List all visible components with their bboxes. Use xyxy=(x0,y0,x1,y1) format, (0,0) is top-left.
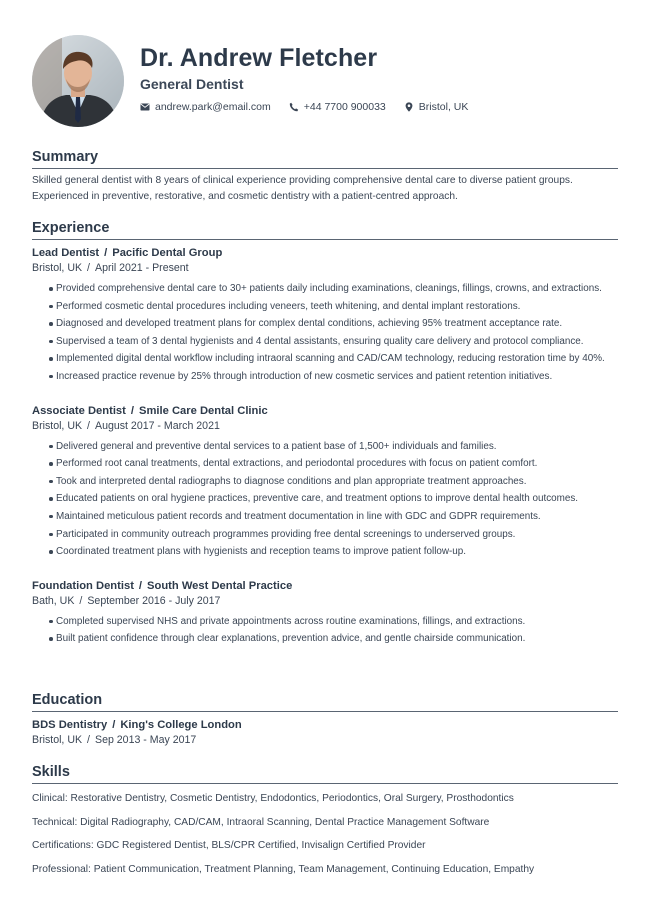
education-meta xyxy=(32,733,618,748)
person-portrait-icon xyxy=(32,35,124,127)
job-bullets xyxy=(32,438,618,561)
location-text: Bristol, UK xyxy=(418,101,469,113)
avatar xyxy=(32,35,124,127)
school: King's College London xyxy=(120,719,242,731)
location-pin-icon xyxy=(404,102,414,112)
job-location: Bath, UK xyxy=(32,594,75,607)
separator: / xyxy=(87,734,90,746)
list-item: Supervised a team of 3 dental hygienists and 4 dental assistants, ensuring quality care delivery and protocol compliance. xyxy=(56,333,618,351)
job-dates: September 2016 - July 2017 xyxy=(87,594,221,607)
list-item: Diagnosed and developed treatment plans for complex dental conditions, achieving 95% treatment acceptance rate. xyxy=(56,315,618,333)
education-heading-line xyxy=(32,718,618,733)
phone-text: +44 7700 900033 xyxy=(303,101,386,113)
job-title: General Dentist xyxy=(140,76,244,92)
degree: BDS Dentistry xyxy=(32,719,108,731)
job-meta xyxy=(32,419,618,434)
job-dates: April 2021 - Present xyxy=(95,262,189,274)
email-text: andrew.park@email.com xyxy=(155,101,271,113)
separator: / xyxy=(87,419,90,432)
job-entry xyxy=(32,404,618,561)
summary-heading: Summary xyxy=(32,148,618,169)
skill-line: Professional: Patient Communication, Treatment Planning, Team Management, Continuing Education, Empathy xyxy=(32,863,535,875)
list-item: Maintained meticulous patient records and treatment documentation in line with GDC and GDPR requirements. xyxy=(56,508,618,526)
job-company: South West Dental Practice xyxy=(147,579,293,592)
list-item: Implemented digital dental workflow including intraoral scanning and CAD/CAM technology, reducing restoration time by 40%. xyxy=(56,350,618,368)
job-entry xyxy=(32,579,618,648)
contact-row xyxy=(140,101,486,113)
job-company: Smile Care Dental Clinic xyxy=(139,404,268,417)
job-dates: August 2017 - March 2021 xyxy=(95,419,220,432)
summary-text: Skilled general dentist with 8 years of clinical experience providing comprehensive dental care to diverse patient groups. Experienced in preventive, restorative, and cosmetic dentistry with a patient-centred approach. xyxy=(32,175,573,202)
job-role: Lead Dentist xyxy=(32,247,100,259)
job-role: Foundation Dentist xyxy=(32,579,134,592)
contact-phone[interactable] xyxy=(289,101,386,113)
separator: / xyxy=(79,594,83,607)
list-item: Educated patients on oral hygiene practices, preventive care, and treatment options to improve dental health outcomes. xyxy=(56,490,618,508)
skills-section xyxy=(32,763,618,881)
job-meta xyxy=(32,594,618,609)
summary-section xyxy=(32,148,618,205)
list-item: Participated in community outreach programmes providing free dental screenings to underserved groups. xyxy=(56,526,618,544)
education-entry xyxy=(32,718,618,748)
full-name: Dr. Andrew Fletcher xyxy=(140,44,378,72)
contact-location xyxy=(404,101,469,113)
skills-list xyxy=(32,787,618,881)
list-item: Performed cosmetic dental procedures including veneers, teeth whitening, and dental implant restorations. xyxy=(56,298,618,316)
job-bullets xyxy=(32,613,618,648)
job-company: Pacific Dental Group xyxy=(112,247,223,259)
job-location: Bristol, UK xyxy=(32,262,83,274)
experience-section xyxy=(32,219,618,648)
list-item: Delivered general and preventive dental services to a patient base of 1,500+ individuals and families. xyxy=(56,438,618,456)
list-item: Took and interpreted dental radiographs to diagnose conditions and plan appropriate treatment approaches. xyxy=(56,473,618,491)
job-entry xyxy=(32,246,618,386)
separator: / xyxy=(104,247,108,259)
separator: / xyxy=(112,719,116,731)
separator: / xyxy=(87,262,90,274)
email-icon xyxy=(140,102,150,112)
skill-line: Technical: Digital Radiography, CAD/CAM, Intraoral Scanning, Dental Practice Management Software xyxy=(32,816,490,828)
education-location: Bristol, UK xyxy=(32,734,83,746)
contact-email[interactable] xyxy=(140,101,271,113)
separator: / xyxy=(138,579,143,592)
education-section xyxy=(32,691,618,748)
skill-line: Certifications: GDC Registered Dentist, BLS/CPR Certified, Invisalign Certified Provider xyxy=(32,840,426,851)
list-item: Coordinated treatment plans with hygienists and reception teams to improve patient follow-up. xyxy=(56,543,618,561)
list-item: Increased practice revenue by 25% through introduction of new cosmetic services and patient retention initiatives. xyxy=(56,368,618,386)
job-role: Associate Dentist xyxy=(32,404,126,417)
separator: / xyxy=(130,404,134,417)
job-heading xyxy=(32,246,618,261)
job-location: Bristol, UK xyxy=(32,419,83,432)
header-text xyxy=(140,43,486,113)
list-item: Provided comprehensive dental care to 30+ patients daily including examinations, cleanings, fillings, crowns, and extractions. xyxy=(56,280,618,298)
job-bullets xyxy=(32,280,618,386)
skill-line: Clinical: Restorative Dentistry, Cosmetic Dentistry, Endodontics, Periodontics, Oral Surgery, Prosthodontics xyxy=(32,793,514,804)
list-item: Performed root canal treatments, dental extractions, and periodontal procedures with focus on patient comfort. xyxy=(56,455,618,473)
experience-heading: Experience xyxy=(32,219,618,240)
job-meta xyxy=(32,261,618,276)
skills-heading: Skills xyxy=(32,763,618,784)
job-heading xyxy=(32,404,618,419)
education-heading: Education xyxy=(32,691,618,712)
resume-header xyxy=(32,35,618,127)
list-item: Built patient confidence through clear explanations, prevention advice, and gentle chairside communication. xyxy=(56,630,618,648)
job-heading xyxy=(32,579,618,594)
list-item: Completed supervised NHS and private appointments across routine examinations, fillings, and extractions. xyxy=(56,613,618,631)
education-dates: Sep 2013 - May 2017 xyxy=(95,734,197,746)
phone-icon xyxy=(289,102,299,112)
